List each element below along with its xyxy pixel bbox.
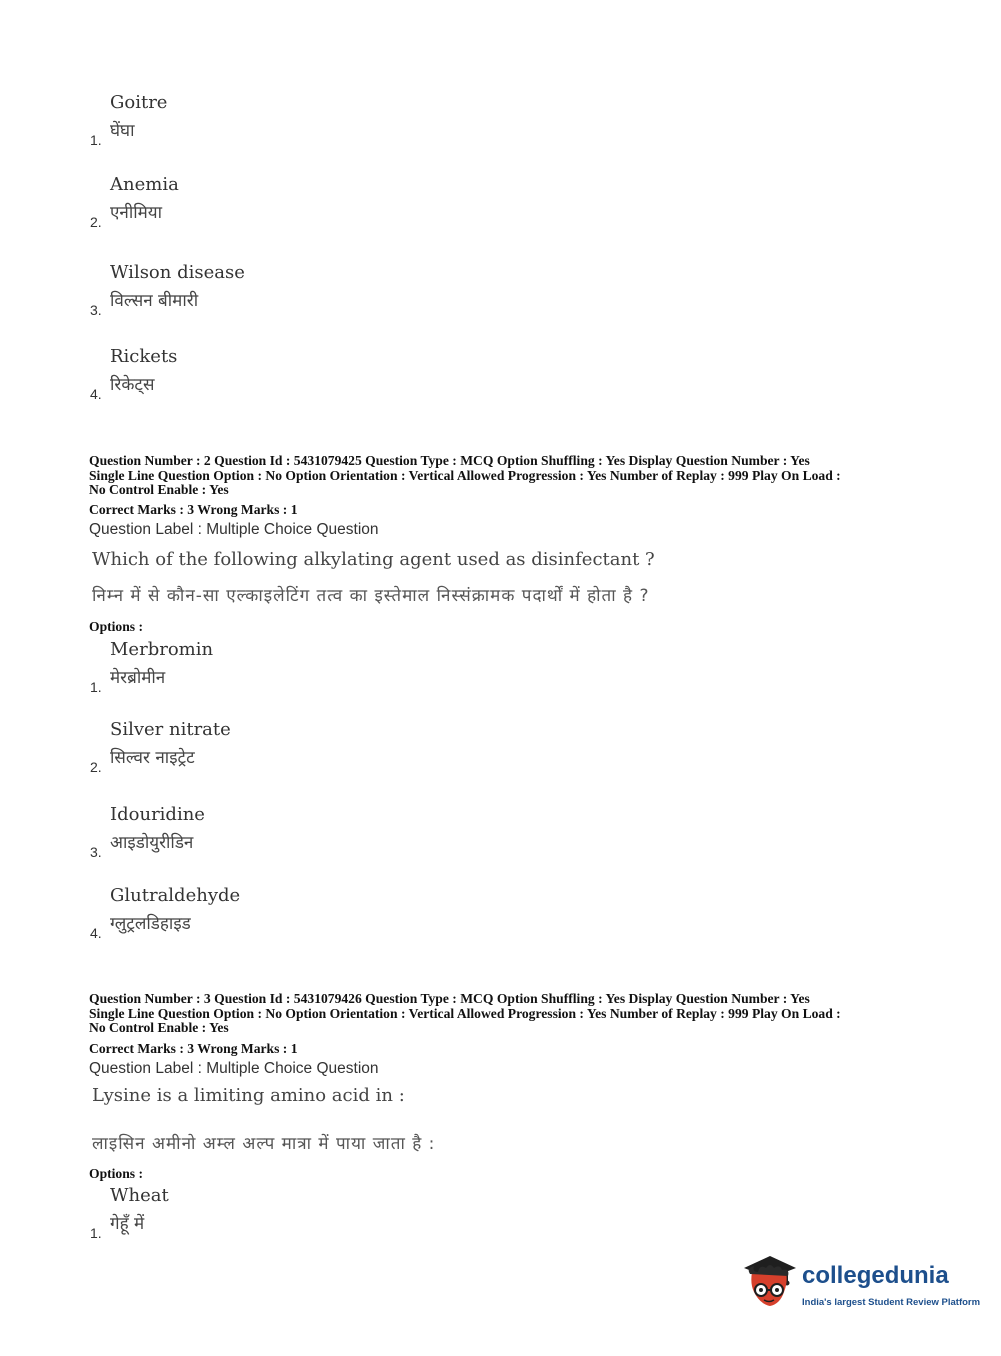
option-text-en: Silver nitrate xyxy=(110,719,231,740)
option-text-en: Anemia xyxy=(110,174,179,195)
option-text-hi: विल्सन बीमारी xyxy=(110,291,199,311)
q2-question-text-en: Which of the following alkylating agent used as disinfectant ? xyxy=(92,549,655,570)
meta-line: No Control Enable : Yes xyxy=(89,1020,229,1035)
option-number: 4. xyxy=(90,386,102,402)
logo-wordmark: collegedunia xyxy=(802,1262,949,1289)
option-text-en: Rickets xyxy=(110,346,178,367)
option-text-en: Merbromin xyxy=(110,639,214,660)
q2-option-2 xyxy=(88,719,488,799)
q3-metadata xyxy=(89,992,919,1036)
meta-line: Question Number : 2 Question Id : 5431079425 Question Type : MCQ Option Shuffling : Yes Display Question Number : Yes xyxy=(89,453,810,468)
q1-option-3 xyxy=(88,262,488,342)
q3-marks: Correct Marks : 3 Wrong Marks : 1 xyxy=(89,1041,298,1056)
option-number: 1. xyxy=(90,1225,102,1241)
q2-options-label: Options : xyxy=(89,619,144,634)
q2-option-1 xyxy=(88,639,488,719)
option-number: 1. xyxy=(90,679,102,695)
option-text-en: Wheat xyxy=(110,1185,169,1206)
collegedunia-logo xyxy=(740,1250,981,1314)
option-text-hi: रिकेट्स xyxy=(110,375,155,395)
q2-question-label: Question Label : Multiple Choice Question xyxy=(89,521,379,538)
option-text-hi: ग्लुट्रलडिहाइड xyxy=(110,914,191,934)
q3-option-1 xyxy=(88,1185,488,1265)
option-number: 3. xyxy=(90,844,102,860)
option-text-en: Glutraldehyde xyxy=(110,885,241,906)
option-number: 2. xyxy=(90,759,102,775)
q1-option-2 xyxy=(88,174,488,254)
logo-tagline: India's largest Student Review Platform xyxy=(802,1297,981,1308)
q2-option-4 xyxy=(88,885,488,965)
option-text-hi: गेहूँ में xyxy=(110,1214,145,1234)
q1-option-4 xyxy=(88,346,488,426)
q2-question-text-hi: निम्न में से कौन-सा एल्काइलेटिंग तत्व का इस्तेमाल निस्संक्रामक पदार्थों में होता है ? xyxy=(92,586,650,606)
q3-options-label: Options : xyxy=(89,1166,144,1181)
q1-option-1 xyxy=(88,92,488,172)
option-text-en: Goitre xyxy=(110,92,168,113)
q2-option-3 xyxy=(88,804,488,884)
option-text-hi: एनीमिया xyxy=(110,203,163,223)
option-number: 1. xyxy=(90,132,102,148)
meta-line: Single Line Question Option : No Option Orientation : Vertical Allowed Progression : Yes Number of Replay : 999 Play On Load : xyxy=(89,1005,841,1021)
option-number: 2. xyxy=(90,214,102,230)
option-text-hi: आइडोयुरीडिन xyxy=(110,833,194,853)
meta-line: Single Line Question Option : No Option Orientation : Vertical Allowed Progression : Yes Number of Replay : 999 Play On Load : xyxy=(89,467,841,483)
option-text-en: Wilson disease xyxy=(110,262,245,283)
q3-question-text-hi: लाइसिन अमीनो अम्ल अल्प मात्रा में पाया जाता है : xyxy=(92,1134,436,1154)
option-number: 4. xyxy=(90,925,102,941)
option-text-hi: घेंघा xyxy=(110,121,135,141)
q2-marks: Correct Marks : 3 Wrong Marks : 1 xyxy=(89,502,298,517)
mascot-icon xyxy=(740,1250,800,1314)
q3-question-label: Question Label : Multiple Choice Question xyxy=(89,1060,379,1077)
option-text-hi: सिल्वर नाइट्रेट xyxy=(110,748,195,768)
option-text-en: Idouridine xyxy=(110,804,205,825)
option-number: 3. xyxy=(90,302,102,318)
q2-metadata xyxy=(89,454,919,498)
option-text-hi: मेरब्रोमीन xyxy=(110,668,166,688)
q3-question-text-en: Lysine is a limiting amino acid in : xyxy=(92,1085,405,1106)
meta-line: Question Number : 3 Question Id : 5431079426 Question Type : MCQ Option Shuffling : Yes Display Question Number : Yes xyxy=(89,991,810,1006)
meta-line: No Control Enable : Yes xyxy=(89,482,229,497)
